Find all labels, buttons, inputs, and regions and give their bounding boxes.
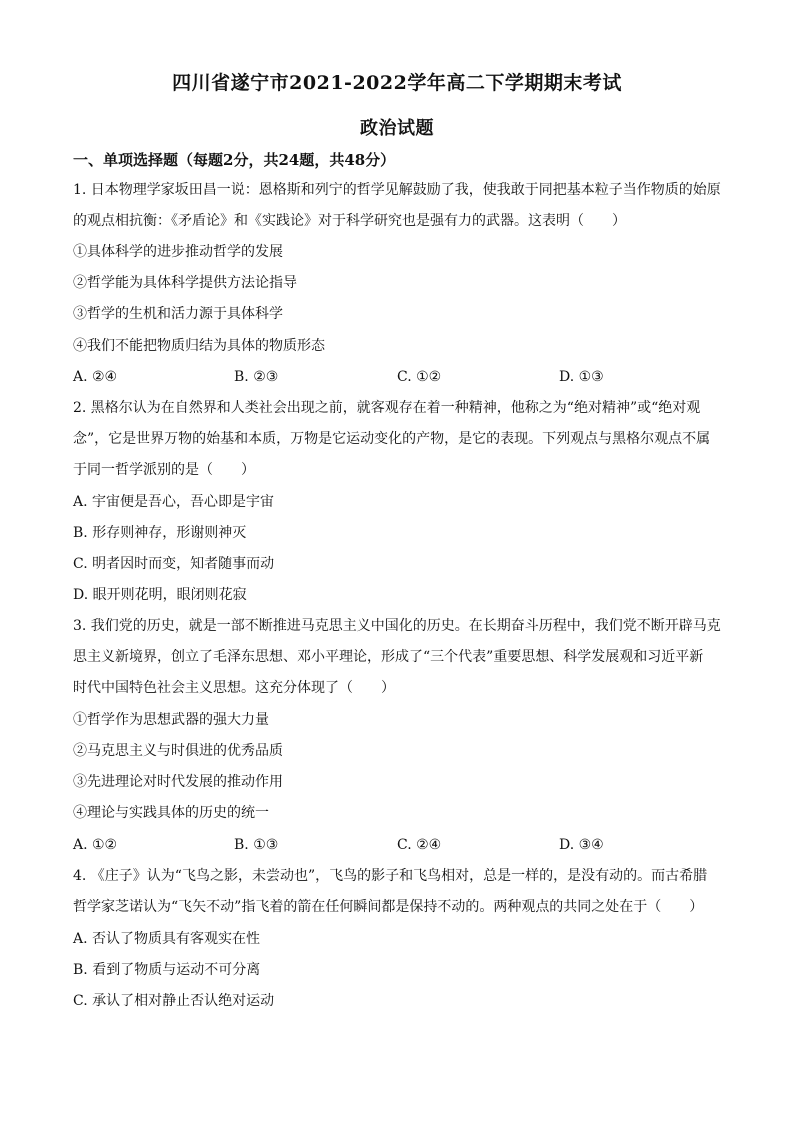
q3-statement-4: ④理论与实践具体的历史的统一: [73, 805, 269, 821]
q2-stem-line-3: 于同一哲学派别的是（ ）: [73, 462, 255, 478]
q3-stem-line-1: 3. 我们党的历史，就是一部不断推进马克思主义中国化的历史。在长期奋斗历程中，我们党不断开辟马克: [73, 618, 721, 634]
q1-option-d: D. ①③: [559, 369, 604, 385]
q3-stem-line-3: 时代中国特色社会主义思想。这充分体现了（ ）: [73, 680, 395, 696]
q3-option-d: D. ③④: [559, 837, 604, 853]
q2-stem-line-2: 念”，它是世界万物的始基和本质，万物是它运动变化的产物，是它的表现。下列观点与黑格尔观点不属: [73, 431, 711, 447]
q2-choice-b: B. 形存则神存，形谢则神灭: [73, 525, 247, 541]
q4-stem-line-2: 哲学家芝诺认为“飞矢不动”指飞着的箭在任何瞬间都是保持不动的。两种观点的共同之处在于（ ）: [73, 899, 704, 915]
q2-choice-c: C. 明者因时而变，知者随事而动: [73, 556, 275, 572]
q2-stem-line-1: 2. 黑格尔认为在自然界和人类社会出现之前，就客观存在着一种精神，他称之为“绝对精神”或“绝对观: [73, 400, 701, 416]
q4-choice-a: A. 否认了物质具有客观实在性: [73, 931, 261, 947]
q3-statement-1: ①哲学作为思想武器的强大力量: [73, 712, 269, 728]
q4-choice-c: C. 承认了相对静止否认绝对运动: [73, 993, 275, 1009]
q3-options: [73, 835, 723, 855]
q2-choice-d: D. 眼开则花明，眼闭则花寂: [73, 587, 247, 603]
q1-statement-2: ②哲学能为具体科学提供方法论指导: [73, 275, 297, 291]
q4-choice-b: B. 看到了物质与运动不可分离: [73, 962, 261, 978]
q3-option-c: C. ②④: [397, 837, 442, 853]
section-heading: 一、单项选择题（每题2分，共24题，共48分）: [73, 151, 396, 169]
exam-subtitle: 政治试题: [360, 118, 434, 139]
q1-option-a: A. ②④: [73, 369, 118, 385]
q3-option-a: A. ①②: [73, 837, 118, 853]
q1-statement-4: ④我们不能把物质归结为具体的物质形态: [73, 338, 325, 354]
q4-stem-line-1: 4. 《庄子》认为“飞鸟之影，未尝动也”，飞鸟的影子和飞鸟相对，总是一样的，是没有动的。而古希腊: [73, 868, 708, 884]
q3-option-b: B. ①③: [234, 837, 279, 853]
exam-title: 四川省遂宁市2021-2022学年高二下学期期末考试: [172, 72, 622, 94]
q1-stem-line-1: 1. 日本物理学家坂田昌一说：恩格斯和列宁的哲学见解鼓励了我，使我敢于同把基本粒子当作物质的始原: [73, 182, 721, 198]
q3-stem-line-2: 思主义新境界，创立了毛泽东思想、邓小平理论，形成了“三个代表”重要思想、科学发展观和习近平新: [73, 649, 704, 665]
q2-choice-a: A. 宇宙便是吾心，吾心即是宇宙: [73, 494, 275, 510]
q1-option-b: B. ②③: [234, 369, 279, 385]
q1-statement-3: ③哲学的生机和活力源于具体科学: [73, 306, 283, 322]
q1-statement-1: ①具体科学的进步推动哲学的发展: [73, 244, 283, 260]
q1-stem-line-2: 的观点相抗衡：《矛盾论》和《实践论》对于科学研究也是强有力的武器。这表明（ ）: [73, 213, 626, 229]
q1-option-c: C. ①②: [397, 369, 442, 385]
q1-options: [73, 367, 723, 387]
q3-statement-3: ③先进理论对时代发展的推动作用: [73, 774, 283, 790]
q3-statement-2: ②马克思主义与时俱进的优秀品质: [73, 743, 283, 759]
